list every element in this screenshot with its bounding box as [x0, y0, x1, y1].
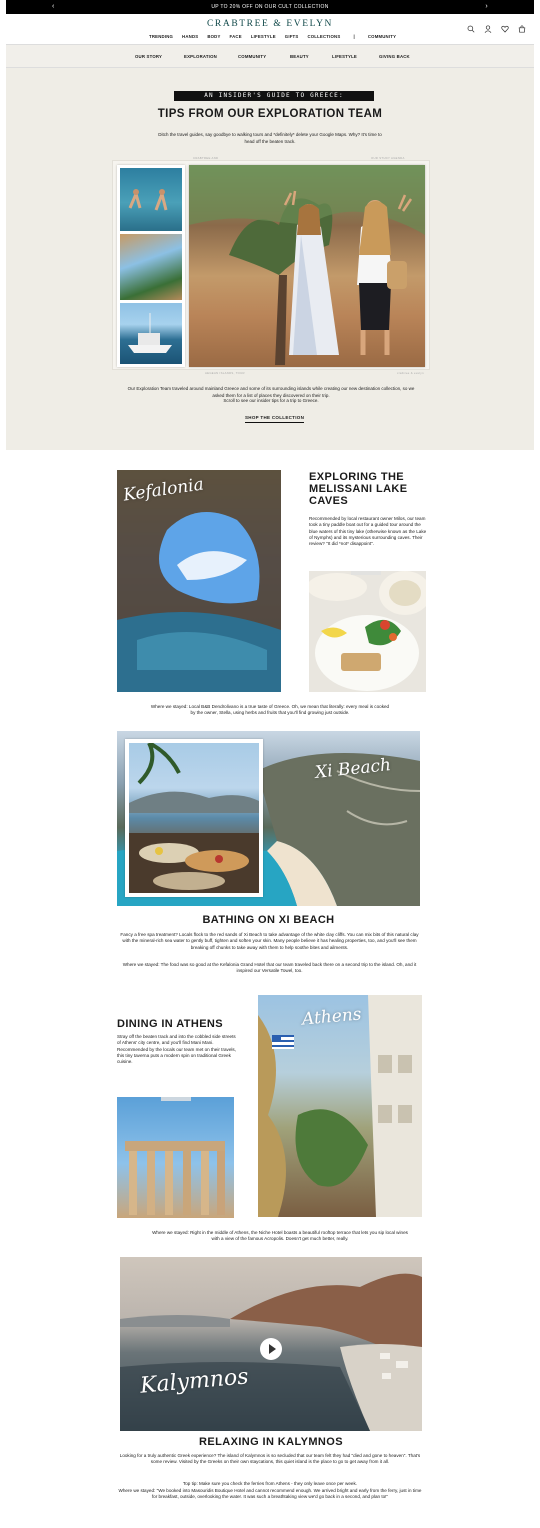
boat-photo	[120, 303, 182, 364]
collage-tiny-right: OUR STUDY AGENDA	[371, 156, 405, 160]
account-icon[interactable]	[484, 25, 492, 33]
nav-trending[interactable]: TRENDING	[149, 34, 174, 39]
subnav-beauty[interactable]: BEAUTY	[290, 54, 309, 59]
play-icon[interactable]	[260, 1338, 282, 1360]
athens-stay: Where we stayed: Right in the middle of Athens, the Niche Hotel boasts a beautiful rooftop terrace that lets you sip local wines with a view of the famous Acropolis. Doesn't get much better, really.	[152, 1230, 408, 1242]
site-header	[6, 14, 534, 44]
sub-nav	[6, 44, 534, 68]
tape-decoration	[351, 571, 381, 575]
kalymnos-title: RELAXING IN KALYMNOS	[199, 1436, 343, 1448]
hero-eyebrow: AN INSIDER'S GUIDE TO GREECE:	[174, 91, 374, 101]
team-photo	[189, 165, 425, 367]
promo-next-icon[interactable]: ›	[485, 3, 488, 10]
photo-strip	[117, 165, 185, 367]
page-title: TIPS FROM OUR EXPLORATION TEAM	[157, 108, 383, 120]
athens-script: Athens	[301, 1004, 363, 1030]
header-icons	[467, 25, 526, 33]
harbour-photo	[129, 743, 259, 893]
team-photo-frame	[189, 165, 425, 367]
hero-collage	[112, 156, 430, 375]
promo-prev-icon[interactable]: ‹	[52, 3, 55, 10]
collage-tiny-bottom: AEGEAN ISLANDS, TOUR	[205, 371, 245, 375]
search-icon[interactable]	[467, 25, 475, 33]
nav-face[interactable]: FACE	[229, 34, 242, 39]
nav-divider: |	[353, 34, 355, 39]
kalymnos-text: Looking for a truly authentic Greek experience? The island of Kalymnos is so secluded that our team felt they had "died and gone to heaven". That's some review. Visited by the Greeks on their own staycations, this quiet island is the place to go to get away from it all.	[119, 1453, 421, 1465]
street-photo	[120, 234, 182, 300]
nav-body[interactable]: BODY	[207, 34, 221, 39]
main-nav	[149, 34, 396, 39]
subnav-giving-back[interactable]: GIVING BACK	[379, 54, 410, 59]
kalymnos-stay: Where we stayed: "We booked into Masouridis Boutique Hotel and cannot recommend enough. We arrived bright and early from the ferry, just in time for breakfast, outside, overlooking the water. It was such a breathtaking view we'd go back in a second, and plan to!"	[118, 1488, 422, 1500]
hero-section	[6, 68, 534, 450]
promo-bar	[6, 0, 534, 14]
nav-collections[interactable]: COLLECTIONS	[307, 34, 341, 39]
kefalonia-stay: Where we stayed: Local B&B Dendrolivano is a true taste of Greece. Oh, we mean that literally: every meal is cooked by the owner, Stella, using herbs and fruits that you'll find growing just outside.	[150, 704, 390, 716]
athens-title: DINING IN ATHENS	[117, 1018, 224, 1030]
xi-title: BATHING ON XI BEACH	[202, 914, 335, 926]
kefalonia-script: Kefalonia	[122, 474, 205, 506]
nav-hands[interactable]: HANDS	[182, 34, 199, 39]
subnav-lifestyle[interactable]: LIFESTYLE	[332, 54, 357, 59]
nav-community[interactable]: COMMUNITY	[367, 34, 397, 39]
subnav-our-story[interactable]: OUR STORY	[135, 54, 163, 59]
kalymnos-video[interactable]	[120, 1257, 422, 1431]
xi-stay: Where we stayed: The food was so good at the Kefalonia Grand Hotel that our team traveled back there on a second trip to the island. Oh, and it inspired our Versatile Towel, too.	[122, 962, 417, 974]
swimmers-photo	[120, 168, 182, 231]
cave-photo	[117, 470, 281, 692]
athens-text: Stray off the beaten track and into the cobbled side streets of Athens' city centre, and you'll find Mani Mani. Recommended by the locals our team met on their travels, this tiny taverna puts a modern spin on traditional Greek cuisine.	[117, 1034, 236, 1065]
collage-tiny-corner: crabtree & evelyn	[397, 371, 424, 375]
collage-tiny-left: CRABTREE AND	[193, 156, 219, 160]
meal-photo	[309, 571, 426, 692]
shop-collection-button[interactable]: SHOP THE COLLECTION	[245, 415, 304, 423]
kalymnos-script: Kalymnos	[139, 1364, 250, 1399]
nav-gifts[interactable]: GIFTS	[284, 34, 299, 39]
harbour-photo-frame	[125, 739, 263, 897]
kefalonia-title: EXPLORING THE MELISSANI LAKE CAVES	[309, 471, 408, 507]
xi-text: Fancy a free spa treatment? Locals flock to the red sands of Xi Beach to take advantage of the white clay cliffs. You can mix bits of this natural clay with the mineral-rich sea water to gently buff, tighten and soften your skin. Many people believe it has healing properties, too, and you'll see them breaking off chunks to take away with them to help soothe bites and ailments.	[120, 932, 419, 950]
hero-body: Our Exploration Team traveled around mainland Greece and some of its surrounding islands while creating our new destination collection, so we asked them for a list of places they discovered on their trip.	[127, 386, 415, 398]
hero-body-scroll: Scroll to see our insider tips for a trip to Greece.	[223, 398, 319, 403]
kefalonia-text: Recommended by local restaurant owner Milos, our team took a tiny paddle boat out for a guided tour around the blue waters of this tiny lake (otherwise known as the Lake of Nymphs) and its mysterious surrounding caves. Their review? "It did *not* disappoint".	[309, 516, 427, 547]
subnav-exploration[interactable]: EXPLORATION	[184, 54, 217, 59]
tape-decoration	[161, 1097, 191, 1101]
athens-street-photo	[258, 995, 422, 1217]
nav-lifestyle[interactable]: LIFESTYLE	[250, 34, 276, 39]
kalymnos-tip: Top tip: Make sure you check the ferries from Athens - they only leave once per week.	[182, 1481, 358, 1486]
hero-intro: Ditch the travel guides, say goodbye to walking tours and *definitely* delete your Google Maps. Why? It's time to head off the beaten track.	[158, 132, 382, 144]
wishlist-icon[interactable]	[501, 25, 509, 33]
subnav-community[interactable]: COMMUNITY	[238, 54, 267, 59]
xi-beach-script: Xi Beach	[314, 755, 392, 783]
bag-icon[interactable]	[518, 25, 526, 33]
xi-beach-photo	[117, 731, 420, 906]
acropolis-photo	[117, 1097, 234, 1218]
logo[interactable]: CRABTREE & EVELYN	[207, 19, 333, 29]
promo-text[interactable]: UP TO 20% OFF ON OUR CULT COLLECTION	[211, 4, 329, 10]
